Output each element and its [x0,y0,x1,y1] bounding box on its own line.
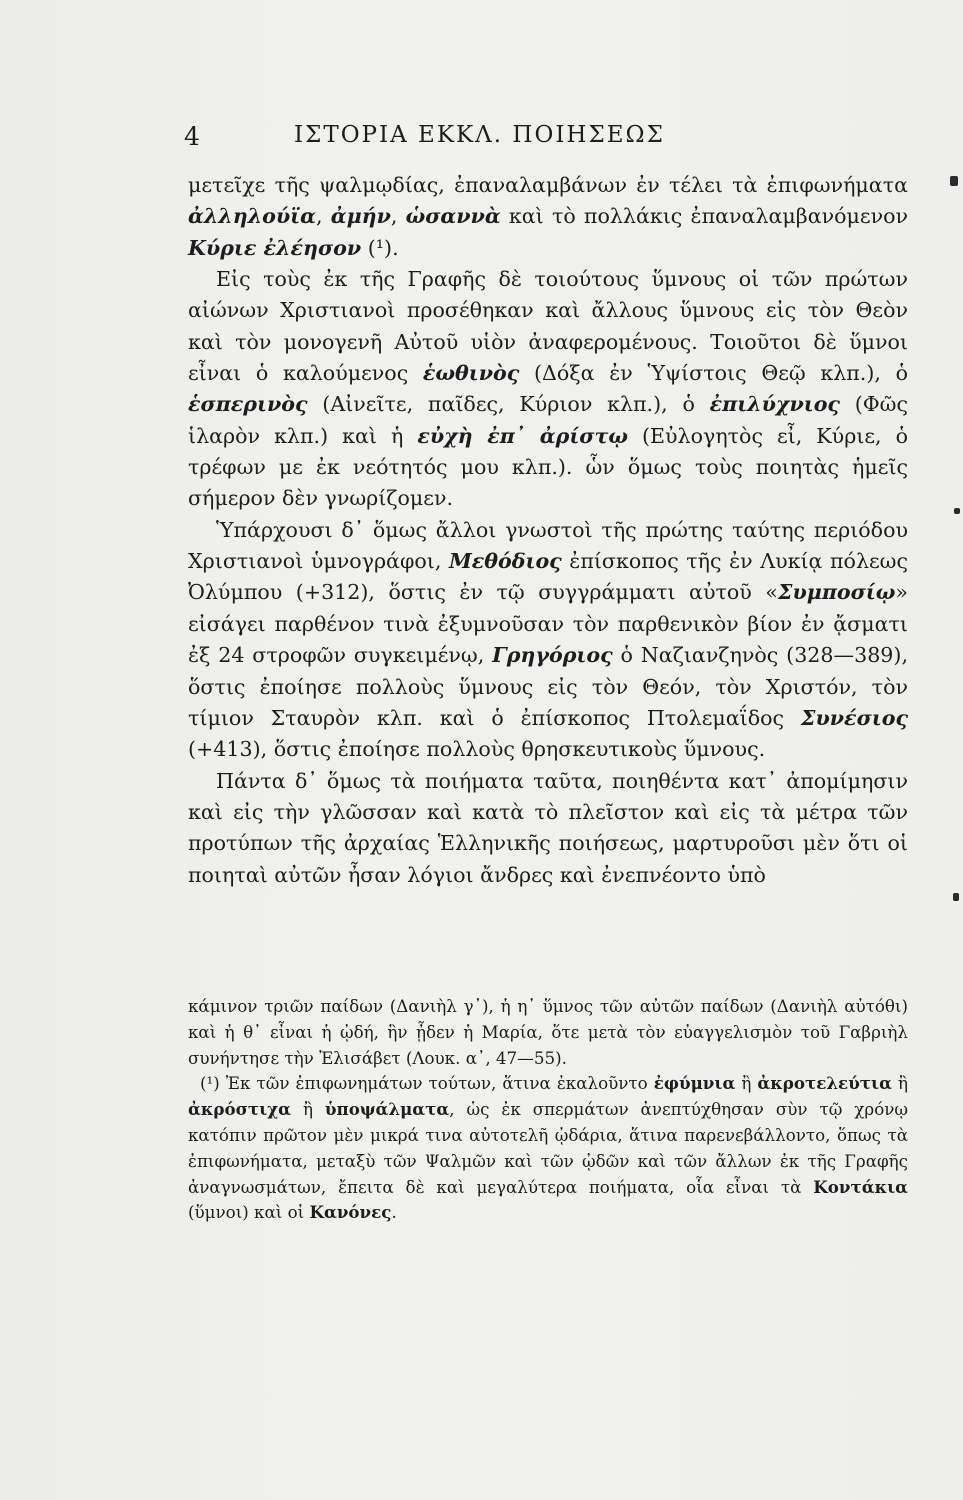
text-run: Πάντα δ᾽ ὅμως τὰ ποιήματα ταῦτα, ποιηθέντα κατ᾽ ἀπομίμησιν καὶ εἰς τὴν γλῶσσαν καὶ κατὰ τὸ πλεῖστον καὶ εἰς τὰ μέτρα τῶν προτύπων τῆς ἀρχαίας Ἑλληνικῆς ποιήσεως, μαρτυροῦσι μὲν ὅτι οἱ ποιηταὶ αὐτῶν ἦσαν λόγιοι ἄνδρες καὶ ἐνεπνέοντο ὑπὸ [188,768,908,887]
emphasis-term: ἀλληλούϊα [188,204,316,229]
text-run: (Φῶς ἱλαρὸν κλπ.) καὶ ἡ [188,392,908,448]
scan-speck [953,893,959,901]
text-run: (Αἰνεῖτε, παῖδες, Κύριον κλπ.), ὁ [307,392,710,417]
text-run: ἢ [891,1073,908,1094]
scan-speck [950,176,958,186]
running-title: ΙΣΤΟΡΙΑ ΕΚΚΛ. ΠΟΙΗΣΕΩΣ [294,122,665,148]
emphasis-term: Συνέσιος [800,705,908,730]
text-run: κάμινον τριῶν παίδων (Δανιὴλ γ᾽), ἡ η᾽ ὕμνος τῶν αὐτῶν παίδων (Δανιὴλ αὐτόθι) καὶ ἡ θ᾽ εἶναι ἡ ᾠδή, ἣν ᾖδεν ἡ Μαρία, ὅτε μετὰ τὸν εὐαγγελισμὸν τοῦ Γαβριὴλ συνήντησε τὴν Ἐλισάβετ (Λουκ. α᾽, 47—55). [188,996,908,1068]
emphasis-term: ἀκρόστιχα [188,1099,292,1120]
text-run: (Δόξα ἐν Ὑψίστοις Θεῷ κλπ.), ὁ [519,361,908,386]
page-number: 4 [184,122,200,151]
text-run: καὶ τὸ πολλάκις ἐπαναλαμβανόμενον [500,204,909,229]
emphasis-term: Συμποσίῳ [777,580,896,605]
emphasis-term: Κανόνες [309,1202,392,1223]
emphasis-term: Κύριε ἐλέησον [188,235,362,260]
text-run: (+413), ὅστις ἐποίησε πολλοὺς θρησκευτικοὺς ὕμνους. [188,737,766,762]
text-run: (Εὐλογητὸς εἶ, Κύριε, ὁ τρέφων με ἐκ νεότητός μου κλπ.). ὧν ὅμως τοὺς ποιητὰς ἡμεῖς σήμερον δὲν γνωρίζομεν. [188,423,908,511]
text-run: (ὕμνοι) καὶ οἱ [188,1202,310,1223]
text-run: » εἰσάγει παρθένον τινὰ ἐξυμνοῦσαν τὸν παρθενικὸν βίον ἐν ᾄσματι ἐξ 24 στροφῶν συγκειμένῳ, [188,580,908,668]
emphasis-term: ἑωθινὸς [422,361,520,386]
emphasis-term: Κοντάκια [813,1176,908,1197]
emphasis-term: ἑσπερινὸς [188,392,308,417]
page-header [184,122,724,162]
emphasis-term: ἐπιλύχνιος [709,392,840,417]
emphasis-term: ἀκροτελεύτια [757,1073,892,1094]
text-run: μετεῖχε τῆς ψαλμῳδίας, ἐπαναλαμβάνων ἐν τέλει τὰ ἐπιφωνήματα [188,173,908,197]
text-run: , ὡς ἐκ σπερμάτων ἀνεπτύχθησαν σὺν τῷ χρόνῳ κατόπιν πρῶτον μὲν μικρά τινα αὐτοτελῆ ᾠδάρια, ἅτινα παρενεβάλλοντο, ὅπως τὰ ἐπιφωνήματα, μεταξὺ τῶν Ψαλμῶν καὶ τῶν ᾠδῶν καὶ τῶν ἄλλων ἐκ τῆς Γραφῆς ἀναγνωσμάτων, ἔπειτα δὲ καὶ μεγαλύτερα ποιήματα, οἷα εἶναι τὰ [188,1099,908,1197]
text-run: , [315,204,331,229]
emphasis-term: εὐχὴ ἐπ᾽ ἀρίστῳ [417,423,628,448]
text-run: Ὑπάρχουσι δ᾽ ὅμως ἄλλοι γνωστοὶ τῆς πρώτης ταύτης περιόδου Χριστιανοὶ ὑμνογράφοι, [188,517,908,574]
emphasis-term: ὡσαννὰ [405,204,501,229]
text-run: , [390,204,406,229]
text-run: ἢ [735,1073,758,1094]
emphasis-term: ἐφύμνια [653,1073,736,1094]
paragraph-4 [188,766,908,891]
text-run: Εἰς τοὺς ἐκ τῆς Γραφῆς δὲ τοιούτους ὕμνους οἱ τῶν πρώτων αἰώνων Χριστιανοὶ προσέθηκαν καὶ ἄλλους ὕμνους εἰς τὸν Θεὸν καὶ τὸν μονογενῆ Αὐτοῦ υἱὸν ἀναφερομένους. Τοιοῦτοι δὲ ὕμνοι εἶναι ὁ καλούμενος [188,267,908,386]
paragraph-2 [188,264,908,515]
text-run: . [391,1202,397,1223]
footnote-continued [188,994,908,1071]
text-run: (¹) Ἐκ τῶν ἐπιφωνημάτων τούτων, ἅτινα ἐκαλοῦντο [200,1073,654,1094]
footnote-1 [188,1071,908,1226]
footnote-ref: (¹). [361,235,399,260]
body-text [188,170,908,891]
scan-speck [954,508,960,514]
emphasis-term: Γρηγόριος [492,643,613,668]
emphasis-term: ὑποψάλματα [324,1099,450,1120]
paragraph-1 [188,170,908,264]
text-run: ἐπίσκοπος τῆς ἐν Λυκίᾳ πόλεως Ὀλύμπου (+312), ὅστις ἐν τῷ συγγράμματι αὐτοῦ « [188,549,908,605]
emphasis-term: Μεθόδιος [448,549,562,574]
paragraph-3 [188,515,908,766]
text-run: ὁ Ναζιανζηνὸς (328—389), ὅστις ἐποίησε πολλοὺς ὕμνους εἰς τὸν Θεόν, τὸν Χριστόν, τὸν τίμιον Σταυρὸν κλπ. καὶ ὁ ἐπίσκοπος Πτολεμαΐδος [188,643,908,730]
text-run: ἢ [291,1099,325,1120]
footnotes [188,994,908,1226]
emphasis-term: ἀμήν [330,204,391,229]
